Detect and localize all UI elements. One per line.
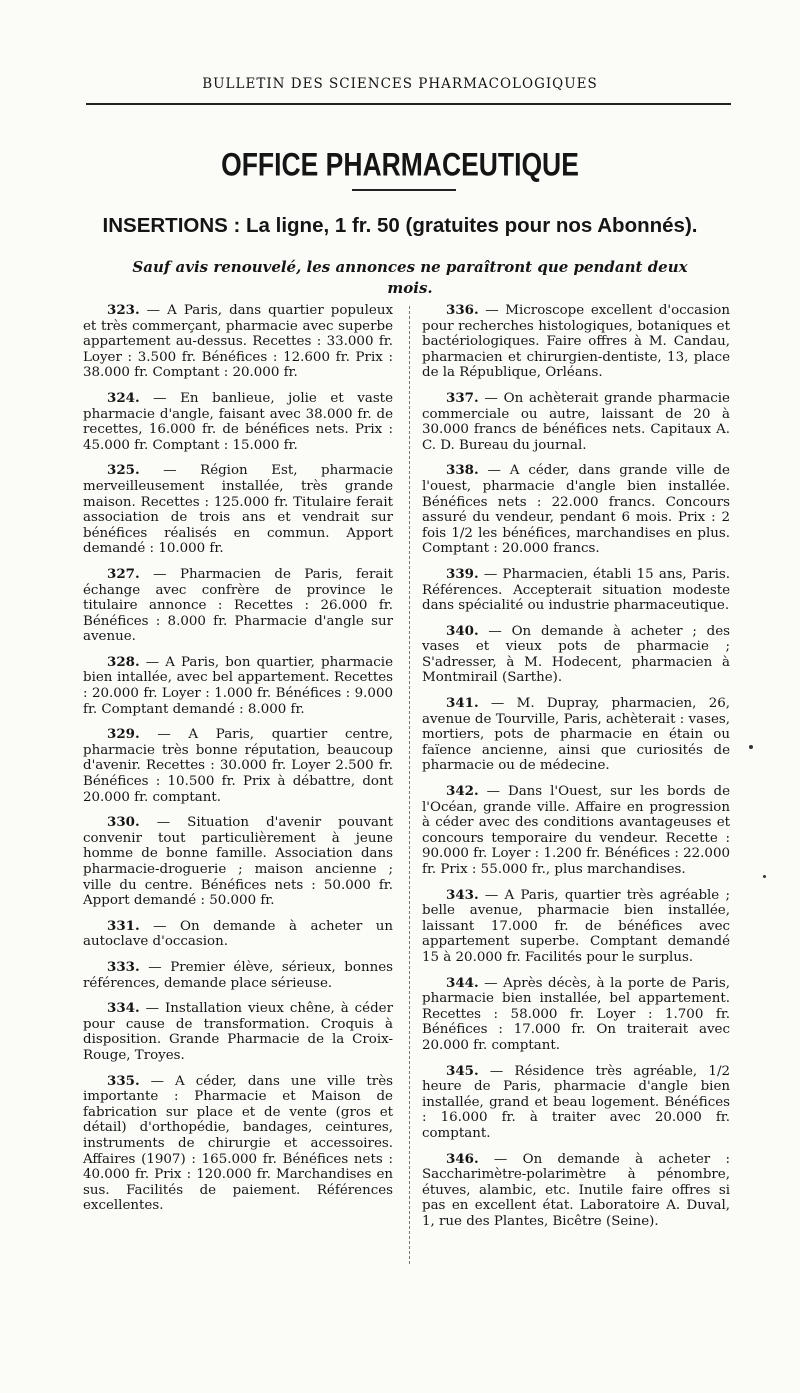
ad-text: — A Paris, quartier centre, pharmacie très bonne réputation, beaucoup d'avenir. Recettes : 30.000 fr. Loyer 2.500 fr. Bénéfices : 10.500 fr. Prix à débattre, dont 20.000 fr. comptant. [83,727,393,805]
left-column [83,303,393,1224]
ad-number: 334. [107,1000,140,1017]
ad-number: 330. [107,814,140,831]
ad-number: 328. [107,653,140,670]
advertisement [422,624,730,686]
ad-number: 344. [446,974,479,991]
advertisement [83,960,393,991]
insertions-rate: INSERTIONS : La ligne, 1 fr. 50 (gratuites pour nos Abonnés). [102,214,698,237]
ad-number: 323. [107,302,140,318]
ad-text: — Premier élève, sérieux, bonnes références, demande place sérieuse. [83,959,393,991]
ad-number: 331. [107,917,140,934]
running-head: BULLETIN DES SCIENCES PHARMACOLOGIQUES [202,76,598,92]
advertisement [422,888,730,966]
ad-text: — Région Est, pharmacie merveilleusement installée, très grande maison. Recettes : 125.000 fr. Titulaire ferait association de trois ans et vendrait sur bénéfices réalisés en commun. Apport demandé : 10.000 fr. [83,463,393,557]
ad-text: — En banlieue, jolie et vaste pharmacie d'angle, faisant avec 38.000 fr. de recettes, 16.000 fr. de bénéfices nets. Prix : 45.000 fr. Comptant : 15.000 fr. [83,390,393,453]
advertisement [83,391,393,453]
section-title: OFFICE PHARMACEUTIQUE [221,146,579,183]
ad-number: 346. [446,1150,479,1167]
ad-text: — Dans l'Ouest, sur les bords de l'Océan, grande ville. Affaire en progression à céder avec des conditions avantageuses et concours temporaire du vendeur. Recette : 90.000 fr. Loyer : 1.200 fr. Bénéfices : 22.000 fr. Prix : 55.000 fr., plus marchandises. [422,784,730,877]
ad-text: — Pharmacien de Paris, ferait échange avec confrère de province le titulaire annonce : Recettes : 26.000 fr. Bénéfices : 8.000 fr. Pharmacie d'angle sur avenue. [83,566,393,645]
advertisement [422,303,730,381]
advertisement [83,727,393,805]
advertisement [83,463,393,557]
column-divider [409,306,410,1264]
ad-number: 327. [107,565,140,582]
ad-text: — Résidence très agréable, 1/2 heure de Paris, pharmacie d'angle bien installée, grand et beau logement. Bénéfices : 16.000 fr. à traiter avec 20.000 fr. comptant. [422,1063,730,1141]
margin-dot [749,745,753,749]
advertisement [422,784,730,878]
ad-number: 338. [446,462,479,479]
ad-number: 336. [446,302,479,318]
advertisement [83,815,393,909]
ad-text: — Situation d'avenir pouvant convenir tout particulièrement à jeune homme de bonne famille. Association dans pharmacie-droguerie ; maison ancienne ; ville du centre. Bénéfices nets : 50.000 fr. Apport demandé : 50.000 fr. [83,815,393,909]
ad-number: 333. [107,958,140,975]
advertisement [83,919,393,950]
ad-text: — A Paris, dans quartier populeux et très commerçant, pharmacie avec superbe appartement au-dessus. Recettes : 33.000 fr. Loyer : 3.500 fr. Bénéfices : 12.600 fr. Prix : 38.000 fr. Comptant : 20.000 fr. [83,303,393,381]
ad-number: 342. [446,783,479,800]
title-rule [352,189,456,191]
ad-number: 324. [107,389,140,406]
ad-text: — On demande à acheter : Saccharimètre-polarimètre à pénombre, étuves, alambic, etc. Inutile faire offres si pas en excellent état. Laboratoire A. Duval, 1, rue des Plantes, Bicêtre (Seine). [422,1151,730,1229]
advertisement [83,303,393,381]
ad-number: 339. [446,565,479,582]
margin-dot [763,875,766,878]
ad-text: — Microscope excellent d'occasion pour recherches histologiques, botaniques et bactériologiques. Faire offres à M. Candau, pharmacien et chirurgien-dentiste, 13, place de la République, Orléans. [422,303,730,381]
ad-text: — Pharmacien, établi 15 ans, Paris. Références. Accepterait situation modeste dans spécialité ou industrie pharmaceutique. [422,566,730,614]
ad-number: 329. [107,726,140,743]
advertisement [83,1001,393,1063]
ad-text: — A Paris, quartier très agréable ; belle avenue, pharmacie bien installée, laissant 17.000 fr. de bénéfices avec appartement superbe. Comptant demandé 15 à 20.000 fr. Facilités pour le surplus. [422,887,730,965]
advertisement [422,567,730,614]
ad-number: 345. [446,1062,479,1079]
advertisement [422,1064,730,1142]
ad-text: — A céder, dans une ville très importante : Pharmacie et Maison de fabrication sur place et de vente (gros et détail) d'orthopédie, bandages, ceintures, instruments de chirurgie et accessoires. Affaires (1907) : 165.000 fr. Bénéfices nets : 40.000 fr. Prix : 120.000 fr. Marchandises en sus. Facilités de paiement. Références excellentes. [83,1073,393,1214]
header-rule [86,103,731,105]
ad-text: — On demande à acheter ; des vases et vieux pots de pharmacie ; S'adresser, à M. Hodecent, pharmacien à Montmirail (Sarthe). [422,623,730,686]
ad-number: 325. [107,462,140,479]
advertisement [422,391,730,453]
advertisement [422,696,730,774]
advertisement [83,1074,393,1214]
notice: Sauf avis renouvelé, les annonces ne paraîtront que pendant deux mois. [132,258,688,297]
ad-text: — Après décès, à la porte de Paris, pharmacie bien installée, bel appartement. Recettes : 58.000 fr. Loyer : 1.700 fr. Bénéfices : 17.000 fr. On traiterait avec 20.000 fr. comptant. [422,975,730,1053]
ad-text: — On demande à acheter un autoclave d'occasion. [83,918,393,950]
advertisement [422,463,730,557]
ad-text: — M. Dupray, pharmacien, 26, avenue de Tourville, Paris, achèterait : vases, mortiers, pots de pharmacie en étain ou faïence ancienne, ainsi que curiosités de pharmacie ou de médecine. [422,696,730,774]
ad-text: — Installation vieux chêne, à céder pour cause de transformation. Croquis à disposition. Grande Pharmacie de la Croix-Rouge, Troyes. [83,1001,393,1063]
advertisement [422,1152,730,1230]
advertisement [422,976,730,1054]
right-column [422,303,730,1239]
ad-number: 335. [107,1072,140,1089]
ad-number: 341. [446,695,479,712]
ad-number: 340. [446,622,479,639]
advertisement [83,655,393,717]
ad-text: — A Paris, bon quartier, pharmacie bien intallée, avec bel appartement. Recettes : 20.000 fr. Loyer : 1.000 fr. Bénéfices : 9.000 fr. Comptant demandé : 8.000 fr. [83,654,393,717]
ad-number: 343. [446,886,479,903]
ad-text: — A céder, dans grande ville de l'ouest, pharmacie d'angle bien installée. Bénéfices nets : 22.000 francs. Concours assuré du vendeur, pendant 6 mois. Prix : 2 fois 1/2 les bénéfices, marchandises en plus. Comptant : 20.000 francs. [422,463,730,557]
ad-text: — On achèterait grande pharmacie commerciale ou autre, laissant de 20 à 30.000 francs de bénéfices nets. Capitaux A. C. D. Bureau du journal. [422,390,730,453]
ad-number: 337. [446,389,479,406]
advertisement [83,567,393,645]
